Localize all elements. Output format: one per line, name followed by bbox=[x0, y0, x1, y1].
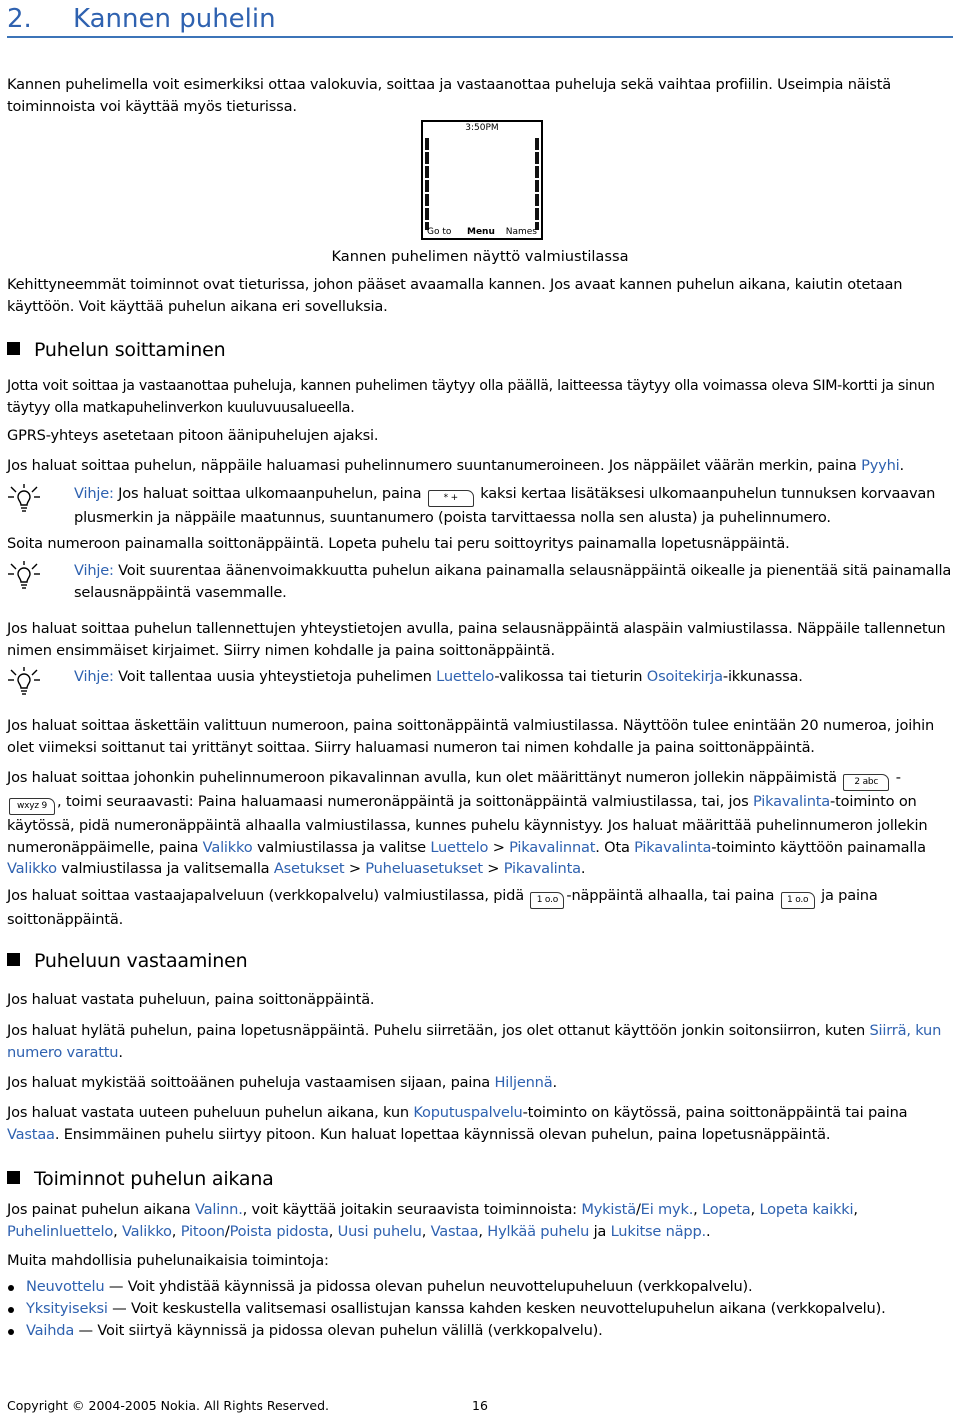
link-asetukset[interactable]: Asetukset bbox=[273, 860, 345, 877]
link-vaihda[interactable]: Vaihda bbox=[26, 1322, 75, 1339]
page-number: 16 bbox=[472, 1398, 488, 1413]
list-item: Yksityiseksi — Voit keskustella valitsemasi osallistujan kanssa kahden kesken neuvottelupuhelun aikana (verkkopalvelu). bbox=[7, 1298, 953, 1320]
link-koputuspalvelu[interactable]: Koputuspalvelu bbox=[413, 1104, 523, 1121]
link-vastaa[interactable]: Vastaa bbox=[430, 1222, 479, 1240]
list-item: Vaihda — Voit siirtyä käynnissä ja pidossa olevan puhelun välillä (verkkopalvelu). bbox=[7, 1320, 953, 1342]
speed-dial-paragraph: Jos haluat soittaa johonkin puhelinnumeroon pikavalinnan avulla, kun olet määrittänyt numeron jollekin näppäimistä 2 abc - wxyz 9 , toimi seuraavasti: Paina haluamaasi numeronäppäintä ja soittonäppäintä valmiustilassa, tai, jos Pikavalinta-toiminto on käytössä, pidä numeronäppäintä alhaalla valmiustilassa, kunnes puhelu käynnistyy. Jos haluat määrittää puhelinnumeron jollekin numeronäppäimelle, paina Valikko valmiustilassa ja valitse Luettelo > Pikavalinnat. Ota Pikavalinta-toiminto käyttöön painamalla Valikko valmiustilassa ja valitsemalla Asetukset > Puheluasetukset > Pikavalinta. bbox=[7, 769, 928, 877]
mute-ringtone-paragraph: Jos haluat mykistää soittoäänen puheluja vastaamisen sijaan, paina Hiljennä. bbox=[7, 1074, 557, 1091]
softkey-left: Go to bbox=[427, 227, 452, 237]
screen-clock: 3:50PM bbox=[465, 123, 499, 133]
section-heading-answering: Puheluun vastaaminen bbox=[7, 949, 247, 973]
battery-bar bbox=[535, 138, 539, 230]
link-hiljenna[interactable]: Hiljennä bbox=[494, 1074, 553, 1091]
more-options-intro: Muita mahdollisia puhelunaikaisia toimintoja: bbox=[7, 1252, 329, 1269]
link-lopeta[interactable]: Lopeta bbox=[702, 1201, 751, 1218]
in-call-options-paragraph: Jos painat puhelun aikana Valinn., voit käyttää joitakin seuraavista toiminnoista: Mykistä/Ei myk., Lopeta, Lopeta kaikki, Puhelinluettelo, Valikko, Pitoon/Poista pidosta, Uusi puhelu, Vastaa, Hylkää puhelu ja Lukitse näpp.. bbox=[7, 1201, 858, 1240]
link-pikavalinnat[interactable]: Pikavalinnat bbox=[509, 838, 596, 856]
section-heading-in-call: Toiminnot puhelun aikana bbox=[7, 1167, 274, 1191]
contacts-call-paragraph: Jos haluat soittaa puhelun tallennettujen yhteystietojen avulla, paina selausnäppäintä alaspäin valmiustilassa. Näppäile tallennetun nimen ensimmäiset kirjaimet. Siirry nimen kohdalle ja paina soittonäppäintä. bbox=[7, 620, 946, 659]
lightbulb-icon bbox=[7, 666, 41, 696]
link-pyyhi[interactable]: Pyyhi bbox=[861, 457, 900, 474]
link-yksityiseksi[interactable]: Yksityiseksi bbox=[26, 1300, 108, 1317]
calling-requirements: Jotta voit soittaa ja vastaanottaa puheluja, kannen puhelimen täytyy olla päällä, laitteessa täytyy olla voimassa oleva SIM-kortti ja sinun täytyy olla matkapuhelinverkon kuuluvuusalueella. bbox=[7, 378, 935, 416]
square-bullet-icon bbox=[7, 1171, 20, 1184]
link-luettelo[interactable]: Luettelo bbox=[436, 668, 495, 685]
link-valikko[interactable]: Valikko bbox=[7, 860, 57, 877]
key-2-icon: 2 abc bbox=[843, 774, 889, 791]
lightbulb-icon bbox=[7, 560, 41, 590]
link-osoitekirja[interactable]: Osoitekirja bbox=[646, 668, 723, 685]
in-call-options-list bbox=[7, 1276, 953, 1342]
answer-paragraph: Jos haluat vastata puheluun, paina soittonäppäintä. bbox=[7, 991, 375, 1008]
key-1-icon: 1 o.o bbox=[530, 892, 564, 909]
link-valikko[interactable]: Valikko bbox=[121, 1222, 172, 1240]
intro-paragraph: Kannen puhelimella voit esimerkiksi ottaa valokuvia, soittaa ja vastaanottaa puheluja sekä vaihtaa profiilin. Useimpia näistä toiminnoista voi käyttää myös tieturissa. bbox=[7, 76, 892, 115]
key-9-icon: wxyz 9 bbox=[9, 798, 55, 815]
link-vastaa[interactable]: Vastaa bbox=[7, 1125, 55, 1143]
section-heading-calling: Puhelun soittaminen bbox=[7, 338, 225, 362]
softkey-right: Names bbox=[505, 227, 537, 237]
dial-paragraph: Jos haluat soittaa puhelun, näppäile haluamasi puhelinnumero suuntanumeroineen. Jos näppäilet väärän merkin, paina Pyyhi. bbox=[7, 457, 904, 474]
link-mykista[interactable]: Mykistä bbox=[581, 1201, 636, 1218]
voicemail-paragraph: Jos haluat soittaa vastaajapalveluun (verkkopalvelu) valmiustilassa, pidä 1 o.o -näppäintä alhaalla, tai paina 1 o.o ja paina soittonäppäintä. bbox=[7, 887, 878, 928]
chapter-title bbox=[7, 2, 953, 38]
reject-paragraph: Jos haluat hylätä puhelun, paina lopetusnäppäintä. Puhelu siirretään, jos olet ottanut käyttöön jonkin soitonsiirron, kuten Siirrä, kun numero varattu. bbox=[7, 1022, 942, 1061]
chapter-name: Kannen puhelin bbox=[73, 4, 276, 34]
link-puheluasetukset[interactable]: Puheluasetukset bbox=[365, 860, 483, 877]
link-lopeta-kaikki[interactable]: Lopeta kaikki bbox=[759, 1201, 854, 1218]
lightbulb-icon bbox=[7, 483, 41, 513]
cover-description: Kehittyneemmät toiminnot ovat tieturissa, johon pääset avaamalla kannen. Jos avaat kannen puhelun aikana, kaiutin otetaan käyttöön. Voit käyttää puhelun aikana eri sovelluksia. bbox=[7, 276, 903, 315]
link-uusi-puhelu[interactable]: Uusi puhelu bbox=[337, 1222, 422, 1240]
link-ei-myk[interactable]: Ei myk. bbox=[640, 1201, 694, 1218]
call-end-paragraph: Soita numeroon painamalla soittonäppäintä. Lopeta puhelu tai peru soittoyritys painamalla lopetusnäppäintä. bbox=[7, 535, 790, 552]
softkey-middle: Menu bbox=[467, 227, 495, 237]
link-neuvottelu[interactable]: Neuvottelu bbox=[26, 1278, 105, 1295]
link-valikko[interactable]: Valikko bbox=[202, 838, 253, 856]
link-pitoon[interactable]: Pitoon bbox=[180, 1222, 225, 1240]
redial-paragraph: Jos haluat soittaa äskettäin valittuun numeroon, paina soittonäppäintä valmiustilassa. Näyttöön tulee enintään 20 numeroa, joihin olet viimeksi soittanut tai yrittänyt soittaa. Siirry haluamasi numeron tai nimen kohdalle ja paina soittonäppäintä. bbox=[7, 717, 935, 756]
link-pikavalinta[interactable]: Pikavalinta bbox=[752, 793, 831, 810]
link-pikavalinta[interactable]: Pikavalinta bbox=[634, 838, 712, 856]
link-valinn[interactable]: Valinn. bbox=[195, 1201, 243, 1218]
list-item: Neuvottelu — Voit yhdistää käynnissä ja pidossa olevan puhelun neuvottelupuheluun (verkkopalvelu). bbox=[7, 1276, 953, 1298]
phone-screen-image bbox=[421, 120, 543, 240]
link-luettelo[interactable]: Luettelo bbox=[430, 838, 489, 856]
square-bullet-icon bbox=[7, 953, 20, 966]
call-waiting-paragraph: Jos haluat vastata uuteen puheluun puhelun aikana, kun Koputuspalvelu-toiminto on käytössä, paina soittonäppäintä tai paina Vastaa. Ensimmäinen puhelu siirtyy pitoon. Kun haluat lopettaa käynnissä olevan puhelun, paina lopetusnäppäintä. bbox=[7, 1104, 908, 1143]
link-puhelinluettelo[interactable]: Puhelinluettelo bbox=[7, 1222, 114, 1240]
link-hylkaa-puhelu[interactable]: Hylkää puhelu bbox=[487, 1222, 590, 1240]
signal-bar bbox=[425, 138, 429, 230]
link-lukitse-napp[interactable]: Lukitse näpp. bbox=[610, 1222, 706, 1240]
link-poista-pidosta[interactable]: Poista pidosta bbox=[229, 1222, 329, 1240]
link-siirra-kun-varattu[interactable]: Siirrä, kun numero varattu bbox=[7, 1022, 942, 1061]
figure-caption: Kannen puhelimen näyttö valmiustilassa bbox=[331, 248, 629, 265]
key-1-icon: 1 o.o bbox=[781, 892, 815, 909]
link-pikavalinta[interactable]: Pikavalinta bbox=[503, 860, 581, 877]
star-key-icon: * + bbox=[428, 490, 474, 507]
chapter-number: 2. bbox=[7, 4, 32, 34]
square-bullet-icon bbox=[7, 342, 20, 355]
gprs-note: GPRS-yhteys asetetaan pitoon äänipuhelujen ajaksi. bbox=[7, 427, 379, 444]
footer-copyright: Copyright © 2004-2005 Nokia. All Rights Reserved. bbox=[7, 1398, 329, 1413]
